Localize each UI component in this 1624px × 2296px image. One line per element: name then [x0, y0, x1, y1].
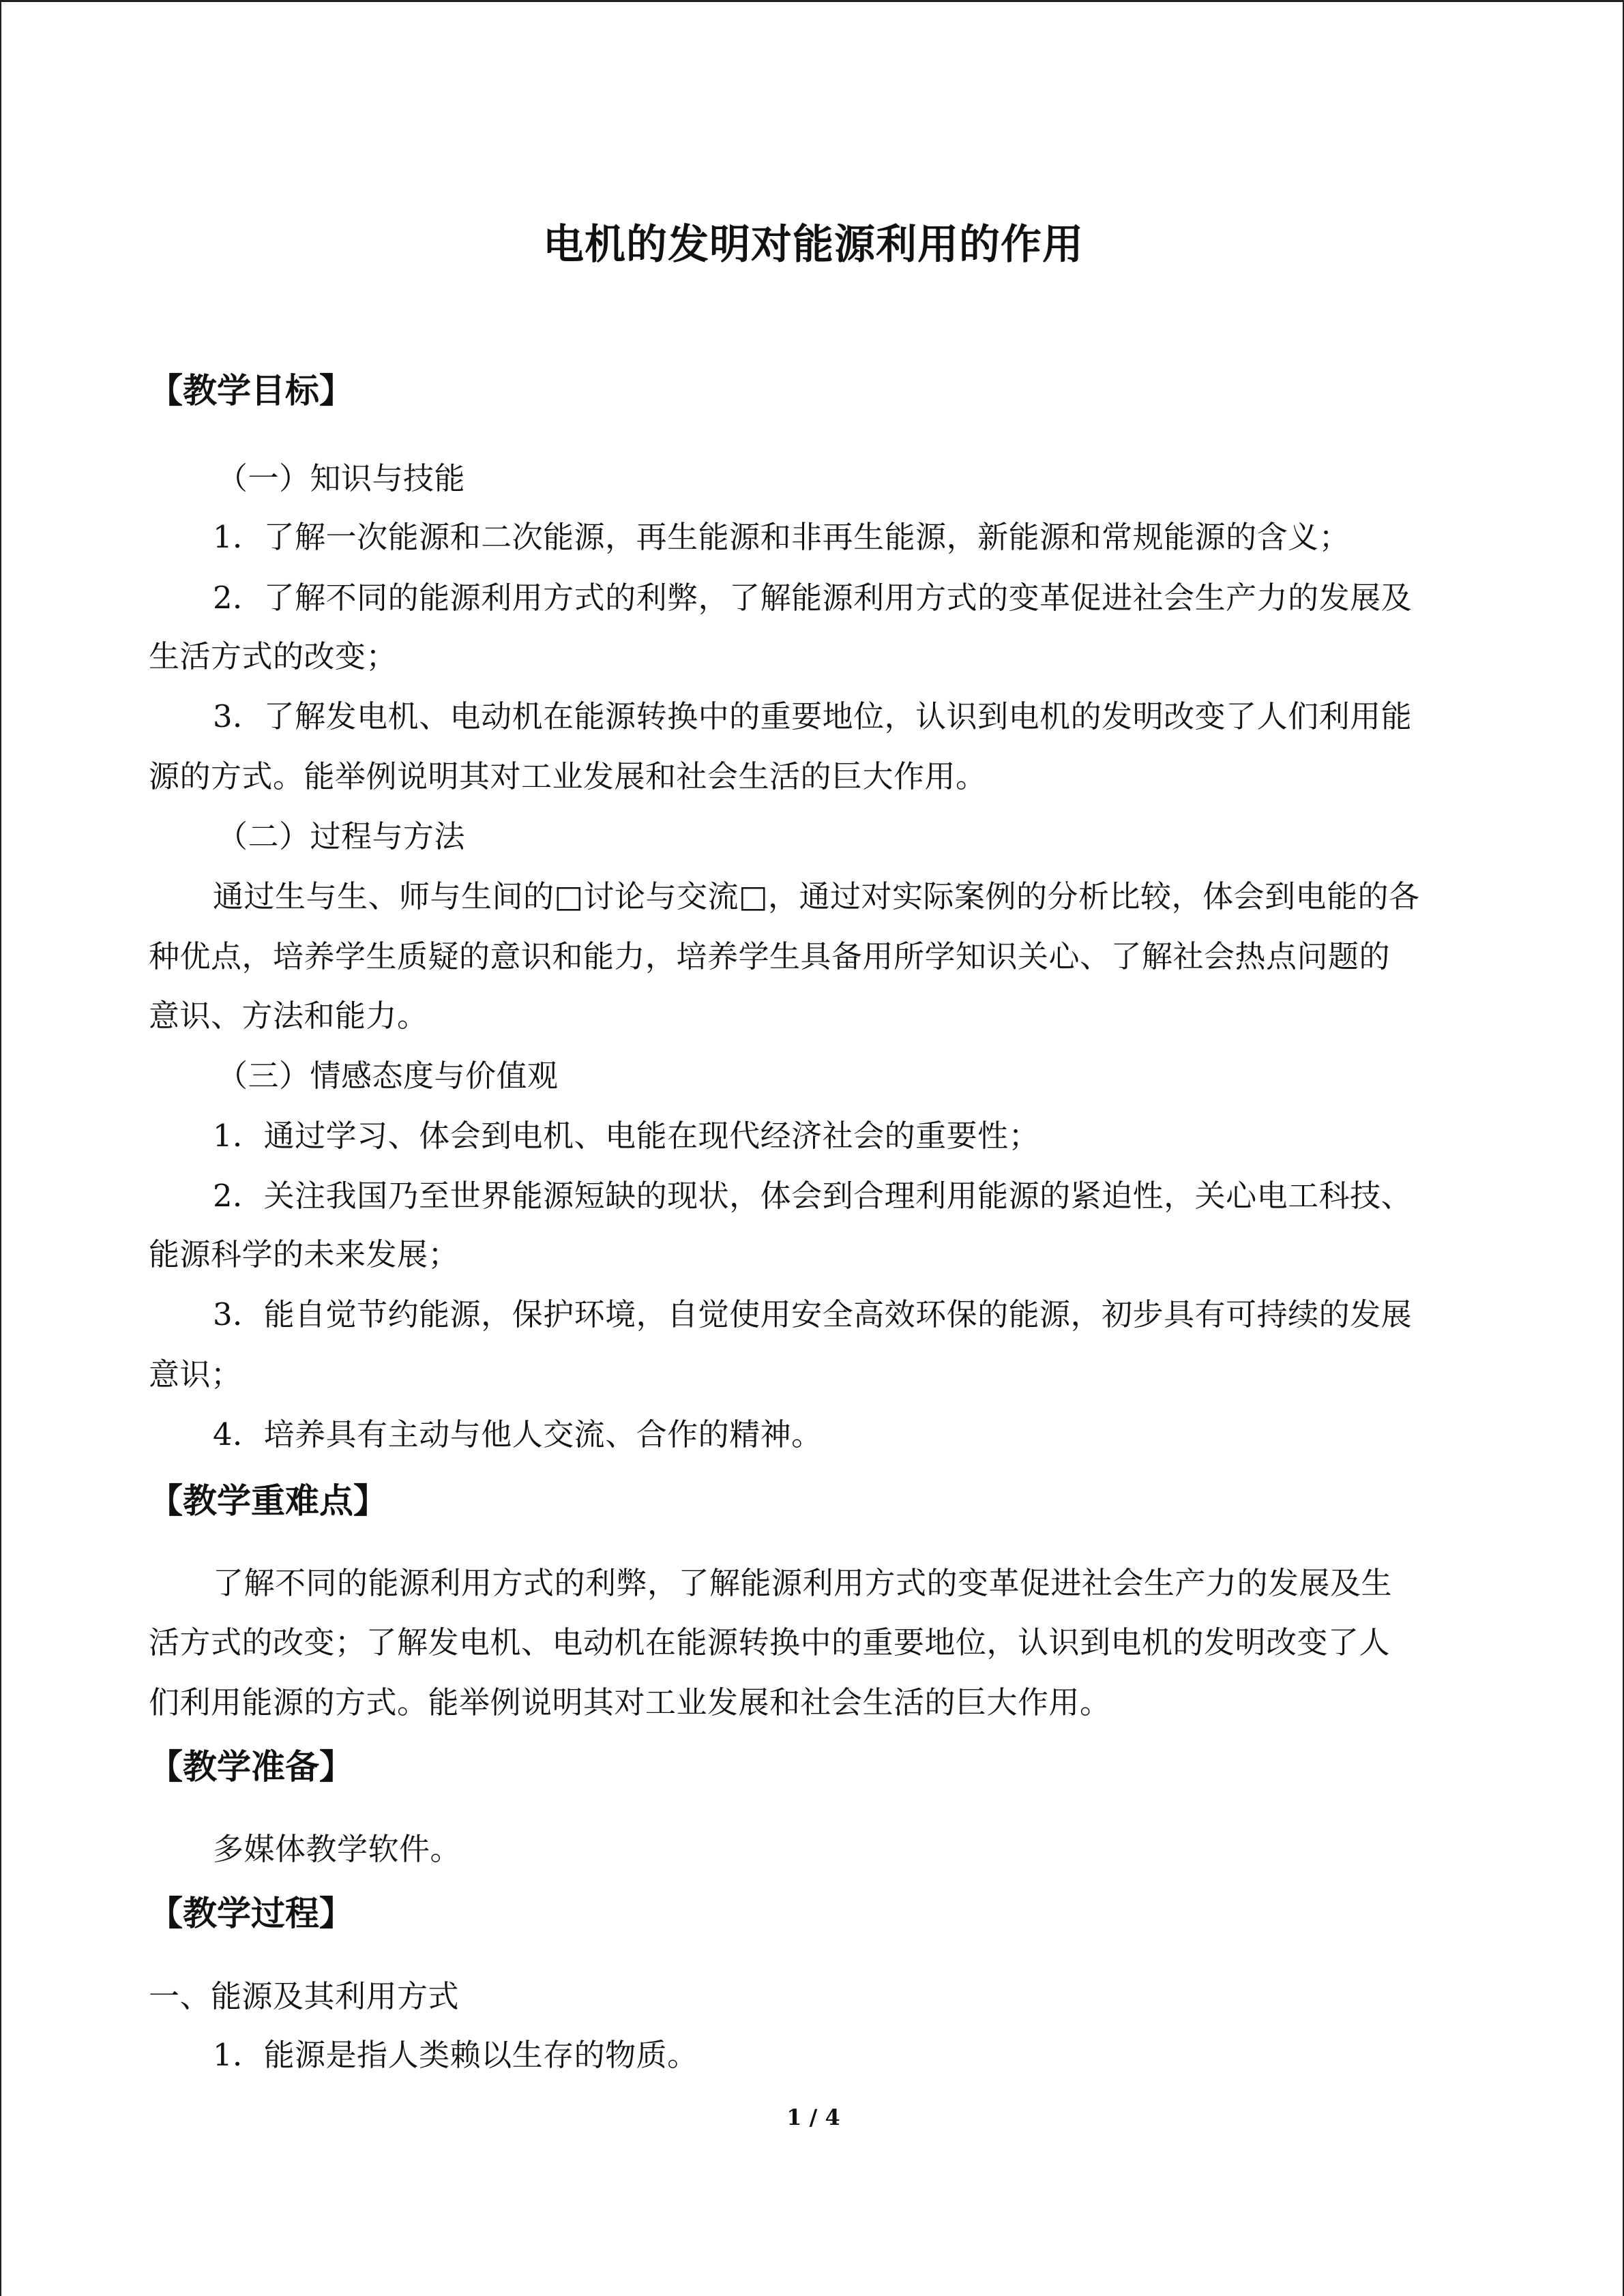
objective-item-3-line-2: 源的方式。能举例说明其对工业发展和社会生活的巨大作用。	[149, 758, 987, 794]
key-points-line-1: 了解不同的能源利用方式的利弊，了解能源利用方式的变革促进社会生产力的发展及生	[213, 1565, 1393, 1601]
objective-item-3-line-1: 3．了解发电机、电动机在能源转换中的重要地位，认识到电机的发明改变了人们利用能	[213, 698, 1413, 734]
key-points-line-3: 们利用能源的方式。能举例说明其对工业发展和社会生活的巨大作用。	[149, 1684, 1111, 1720]
heading-objectives: 【教学目标】	[149, 370, 353, 411]
values-item-3-line-1: 3．能自觉节约能源，保护环境，自觉使用安全高效环保的能源，初步具有可持续的发展	[213, 1296, 1413, 1332]
subheading-values: （三）情感态度与价值观	[217, 1058, 559, 1094]
method-paragraph-line-3: 意识、方法和能力。	[149, 998, 428, 1034]
heading-preparation: 【教学准备】	[149, 1746, 353, 1787]
heading-teaching-process: 【教学过程】	[149, 1893, 353, 1933]
values-item-1: 1．通过学习、体会到电机、电能在现代经济社会的重要性；	[213, 1118, 1040, 1154]
method-paragraph-line-1: 通过生与生、师与生间的□讨论与交流□，通过对实际案例的分析比较，体会到电能的各	[213, 878, 1420, 914]
process-part-1-item-1: 1．能源是指人类赖以生存的物质。	[213, 2037, 698, 2073]
heading-key-points: 【教学重难点】	[149, 1480, 387, 1521]
key-points-line-2: 活方式的改变；了解发电机、电动机在能源转换中的重要地位，认识到电机的发明改变了人	[149, 1624, 1391, 1660]
objective-item-2-line-2: 生活方式的改变；	[149, 638, 398, 674]
document-title: 电机的发明对能源利用的作用	[543, 221, 1084, 269]
method-paragraph-line-2: 种优点，培养学生质疑的意识和能力，培养学生具备用所学知识关心、了解社会热点问题的	[149, 938, 1391, 974]
subheading-process-method: （二）过程与方法	[217, 818, 466, 854]
objective-item-2-line-1: 2．了解不同的能源利用方式的利弊，了解能源利用方式的变革促进社会生产力的发展及	[213, 580, 1413, 616]
page-number: 1 / 4	[786, 2104, 840, 2130]
objective-item-1: 1．了解一次能源和二次能源，再生能源和非再生能源，新能源和常规能源的含义；	[213, 519, 1350, 555]
preparation-text: 多媒体教学软件。	[213, 1831, 462, 1867]
values-item-2-line-2: 能源科学的未来发展；	[149, 1236, 460, 1272]
subheading-knowledge: （一）知识与技能	[217, 460, 466, 496]
process-part-1-title: 一、能源及其利用方式	[149, 1978, 460, 2014]
values-item-4: 4．培养具有主动与他人交流、合作的精神。	[213, 1416, 823, 1452]
values-item-3-line-2: 意识；	[149, 1356, 242, 1392]
values-item-2-line-1: 2．关注我国乃至世界能源短缺的现状，体会到合理利用能源的紧迫性，关心电工科技、	[213, 1178, 1413, 1214]
